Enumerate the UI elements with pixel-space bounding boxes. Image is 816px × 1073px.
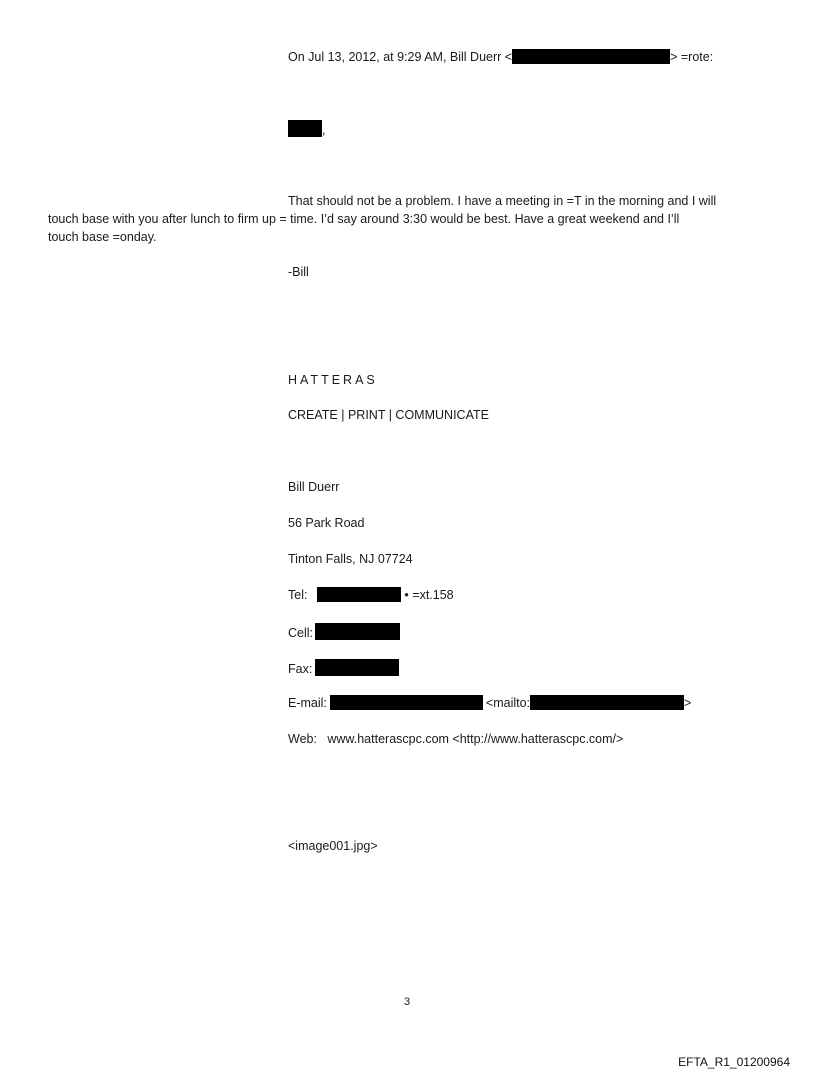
salutation-comma: ,: [322, 123, 326, 137]
body-line-3: touch base =onday.: [48, 230, 157, 244]
tel-label: Tel:: [288, 588, 308, 602]
email-label: E-mail:: [288, 696, 327, 710]
attachment-placeholder: <image001.jpg>: [288, 839, 378, 853]
redacted-fax: [315, 659, 399, 676]
redacted-cell: [315, 623, 400, 640]
cell-line: [288, 623, 400, 641]
fax-line: [288, 659, 399, 677]
redacted-mailto: [530, 695, 684, 710]
address-line-2: Tinton Falls, NJ 07724: [288, 552, 413, 566]
tel-line: [288, 587, 454, 603]
body-line-1: That should not be a problem. I have a meeting in =T in the morning and I will: [288, 194, 717, 208]
email-header-line: [288, 49, 713, 65]
mailto-prefix: <mailto:: [485, 696, 531, 710]
signature-name: Bill Duerr: [288, 480, 340, 494]
address-line-1: 56 Park Road: [288, 516, 365, 530]
fax-label: Fax:: [288, 662, 313, 676]
redacted-phone: [317, 587, 401, 602]
web-line: Web: www.hatterascpc.com <http://www.hatterascpc.com/>: [288, 732, 624, 746]
redacted-email: [512, 49, 670, 64]
redacted-email-address: [330, 695, 483, 710]
company-tagline: CREATE | PRINT | COMMUNICATE: [288, 408, 489, 422]
tel-extension: • =xt.158: [404, 588, 454, 602]
email-line: [288, 695, 691, 711]
cell-label: Cell:: [288, 626, 314, 640]
header-suffix: > =rote:: [670, 50, 714, 64]
header-prefix: On Jul 13, 2012, at 9:29 AM, Bill Duerr <: [288, 50, 513, 64]
salutation: [288, 120, 325, 138]
message-body: [48, 192, 768, 246]
company-name: HATTERAS: [288, 373, 378, 387]
page-number: 3: [404, 996, 411, 1008]
mailto-suffix: >: [684, 696, 692, 710]
document-id: EFTA_R1_01200964: [678, 1055, 790, 1069]
sign-off: -Bill: [288, 265, 309, 279]
body-line-2: touch base with you after lunch to firm up = time. I’d say around 3:30 would be best. Have a great weekend and I’ll: [48, 212, 680, 226]
redacted-name: [288, 120, 322, 137]
